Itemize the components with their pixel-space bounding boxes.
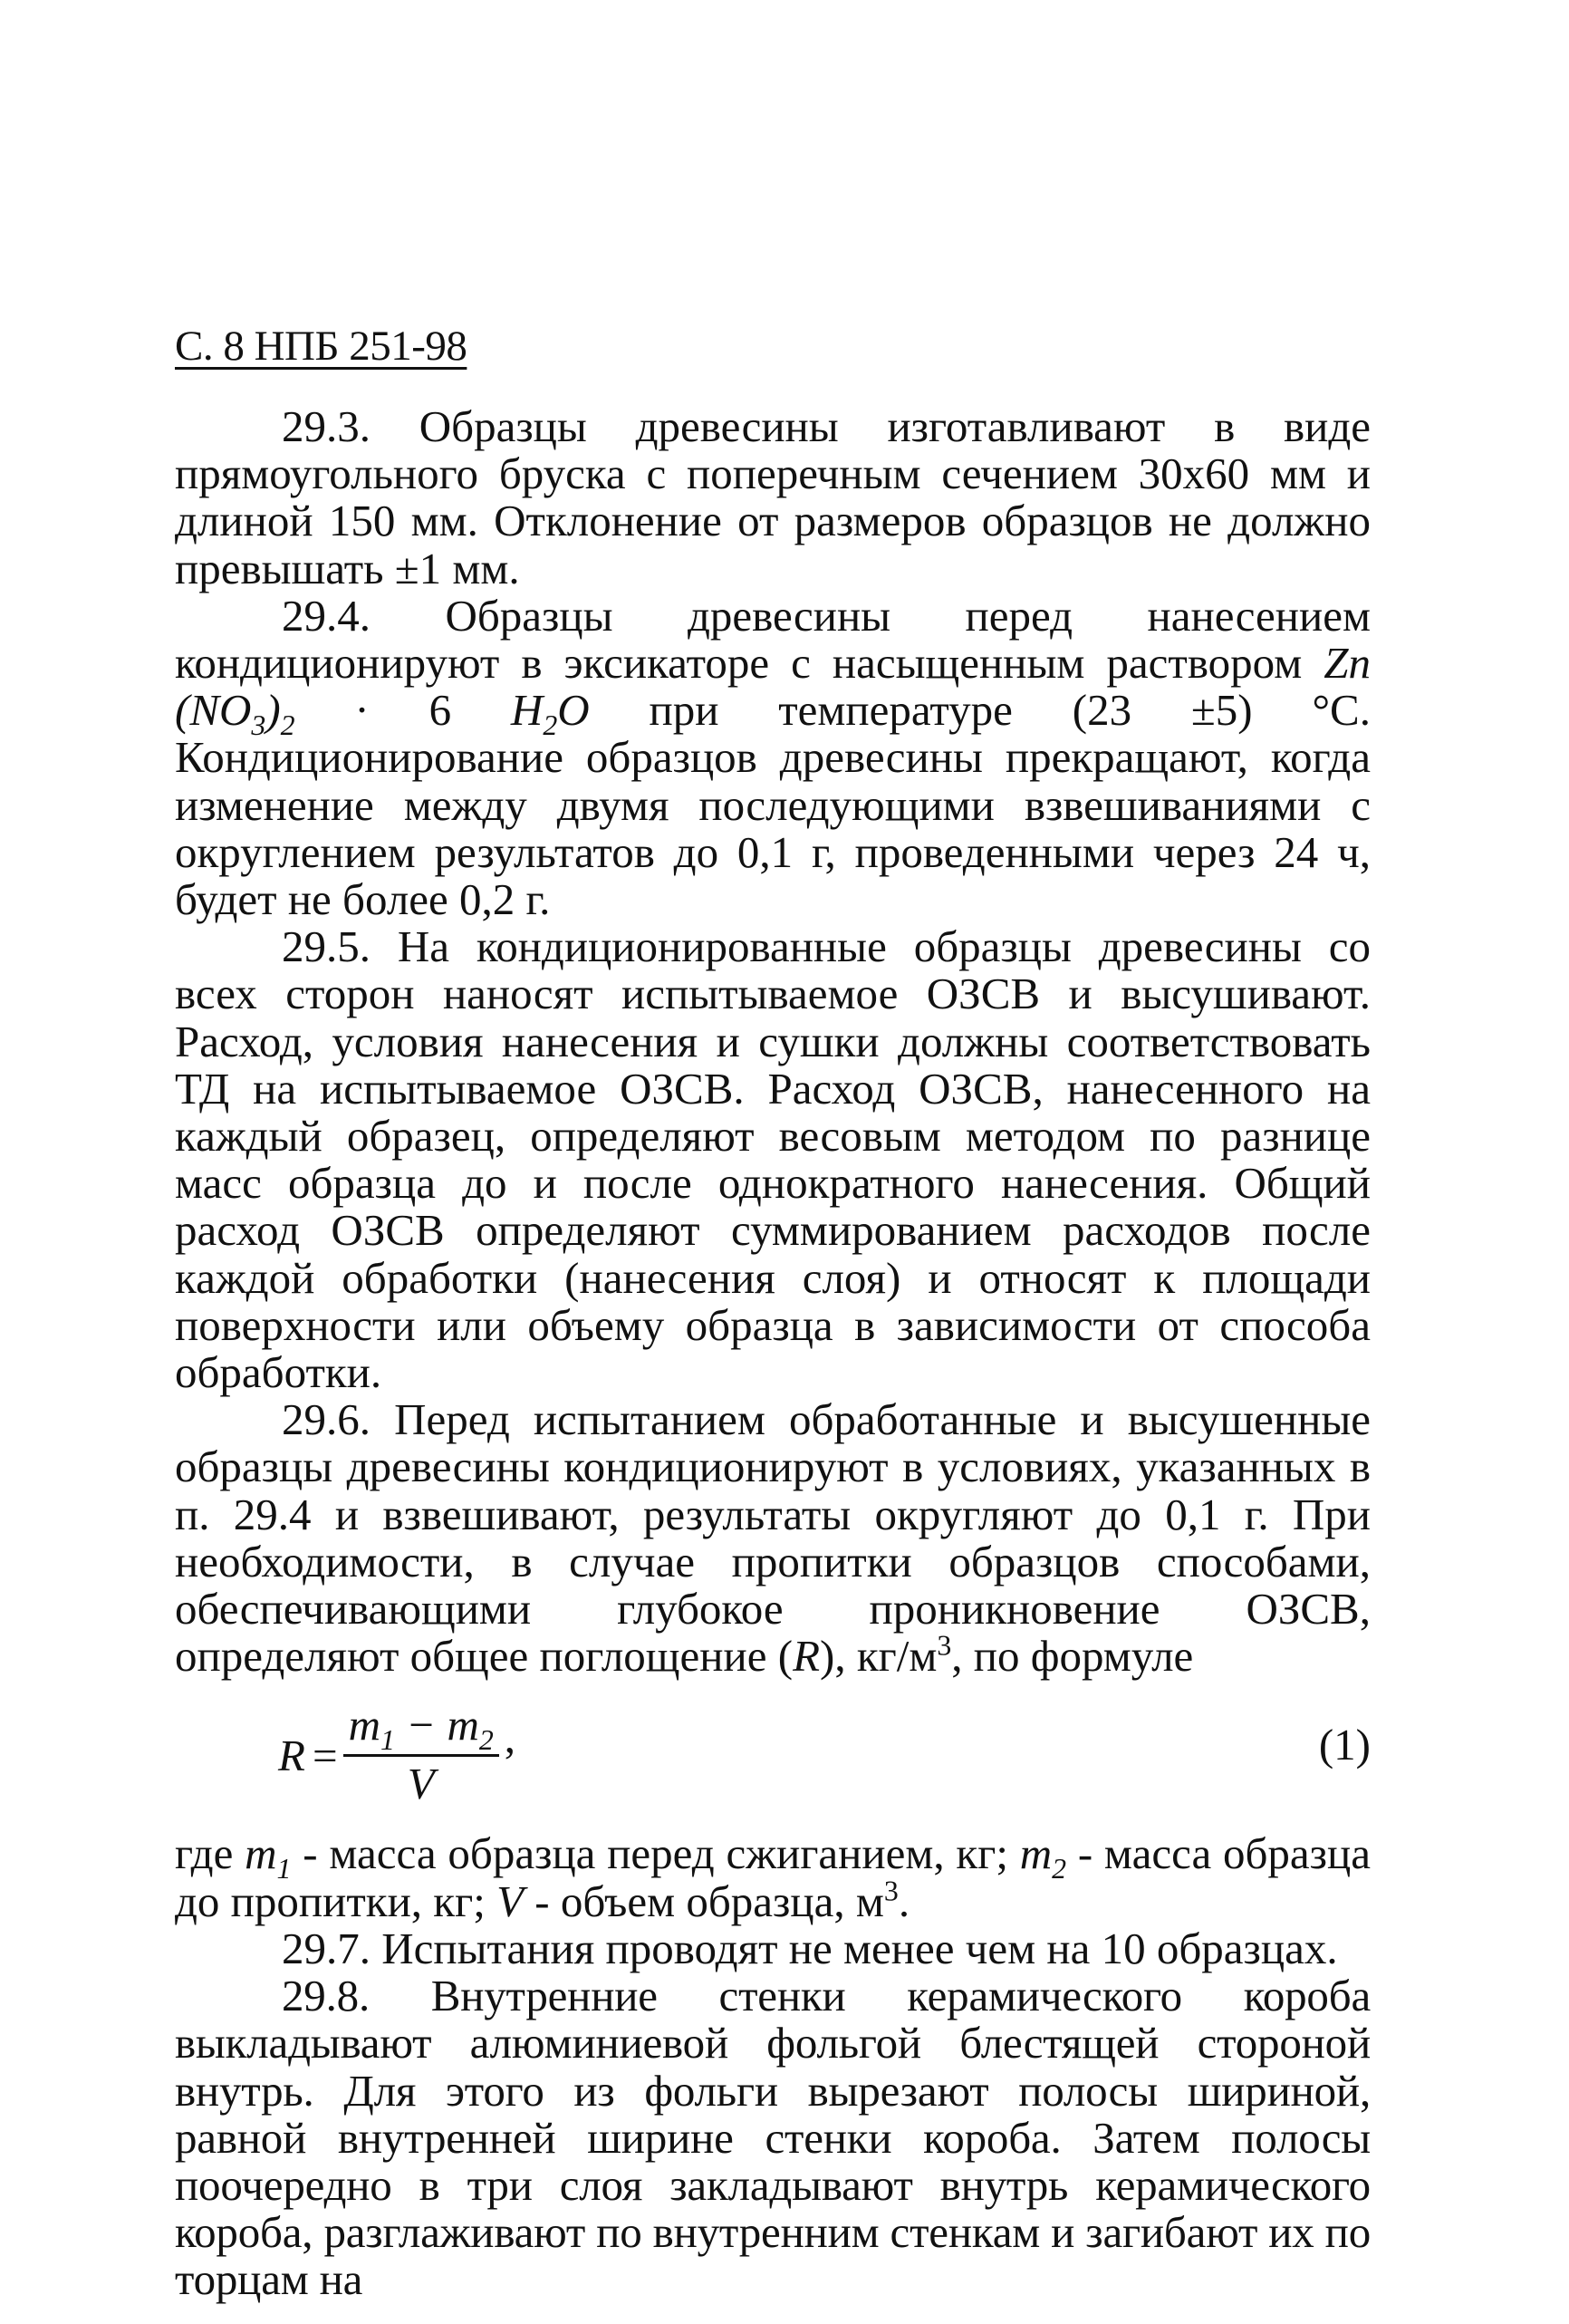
where-m1-sub: 1 <box>276 1853 292 1885</box>
formula-comma: , <box>504 1712 516 1762</box>
paragraph-29-6 <box>175 1396 1371 1680</box>
paragraph-29-3: 29.3. Образцы древесины изготавливают в виде прямоугольного бруска с поперечным сечением 30х60 мм и длиной 150 мм. Отклонение от размеров образцов не должно превышать ±1 мм. <box>175 401 1371 593</box>
p29-6-text-end: , по формуле <box>951 1631 1194 1682</box>
where-intro: где <box>175 1828 245 1879</box>
paragraph-29-8: 29.8. Внутренние стенки керамического короба выкладывают алюминиевой фольгой блестящей стороной внутрь. Для этого из фольги вырезают полосы шириной, равной внутренней ширине стенки короба. Затем полосы поочередно в три слоя закладывают внутрь керамического короба, разглаживают по внутренним стенкам и загибают их по торцам на <box>175 1971 1371 2305</box>
formula-numerator <box>343 1700 499 1757</box>
formula-zn-no3: Zn (NO <box>175 638 1371 736</box>
p29-6-symbol-r: R <box>793 1631 820 1682</box>
formula-dot-six: · 6 <box>294 685 511 736</box>
page-header: С. 8 НПБ 251-98 <box>175 323 467 370</box>
where-v: V <box>496 1876 524 1926</box>
formula-number: (1) <box>1318 1720 1371 1770</box>
formula-o: O <box>557 685 590 736</box>
where-m2-sub: 2 <box>1052 1853 1067 1885</box>
where-v-desc: - объем образца, м <box>524 1876 884 1926</box>
formula-m2: m <box>447 1700 479 1750</box>
where-v-sup: 3 <box>883 1875 899 1907</box>
formula-block <box>175 1685 1371 1830</box>
formula-denominator: V <box>407 1759 435 1809</box>
paragraph-29-7: 29.7. Испытания проводят не менее чем на 10 образцах. <box>282 1923 1338 1973</box>
formula-m1: m <box>348 1700 380 1750</box>
where-m2-desc: - масса образца до пропитки, кг; <box>175 1828 1371 1926</box>
formula-sub-2: 2 <box>280 709 295 742</box>
formula-m1-sub: 1 <box>380 1724 395 1757</box>
formula-lhs: R <box>278 1730 305 1780</box>
p29-4-text-start: 29.4. Образцы древесины перед нанесением кондиционируют в эксикаторе с насыщенным раствором <box>175 590 1371 689</box>
formula-where-clause <box>175 1830 1371 1924</box>
paragraph-29-5: 29.5. На кондиционированные образцы древесины со всех сторон наносят испытываемое ОЗСВ и высушивают. Расход, условия нанесения и сушки должны соответствовать ТД на испытываемое ОЗСВ. Расход ОЗСВ, нанесенного на каждый образец, определяют весовым методом по разнице масс образца до и после однократного нанесения. Общий расход ОЗСВ определяют суммированием расходов после каждой обработки (нанесения слоя) и относят к площади поверхности или объему образца в зависимости от способа обработки. <box>175 921 1371 1398</box>
where-m1: m <box>245 1828 277 1879</box>
formula-minus: − <box>394 1700 448 1750</box>
formula-sub-3: 3 <box>251 709 266 742</box>
body-text <box>175 403 1371 2304</box>
formula-fraction <box>343 1700 499 1811</box>
where-m1-desc: - масса образца перед сжиганием, кг; <box>291 1828 1020 1879</box>
p29-6-unit-sup: 3 <box>937 1629 952 1662</box>
formula-h: H <box>510 685 544 736</box>
p29-4-text-end: при температуре (23 ±5) °С. Кондиционирование образцов древесины прекращают, когда изменение между двумя последующими взвешиваниями с округлением результатов до 0,1 г, проведенными через 24 ч, будет не более 0,2 г. <box>175 685 1371 925</box>
formula-equals: = <box>312 1730 338 1780</box>
formula-m2-sub: 2 <box>478 1724 494 1757</box>
p29-6-unit: ), кг/м <box>820 1631 938 1682</box>
paragraph-29-4 <box>175 590 1371 925</box>
formula-expression <box>278 1700 515 1811</box>
formula-close-paren: ) <box>265 685 281 736</box>
where-m2: m <box>1019 1828 1053 1879</box>
formula-sub-h2: 2 <box>543 709 558 742</box>
where-v-end: . <box>898 1876 910 1926</box>
p29-6-text-start: 29.6. Перед испытанием обработанные и высушенные образцы древесины кондиционируют в условиях, указанных в п. 29.4 и взвешивают, результаты округляют до 0,1 г. При необходимости, в случае пропитки образцов способами, обеспечивающими глубокое проникновение ОЗСВ, определяют общее поглощение ( <box>175 1394 1371 1682</box>
